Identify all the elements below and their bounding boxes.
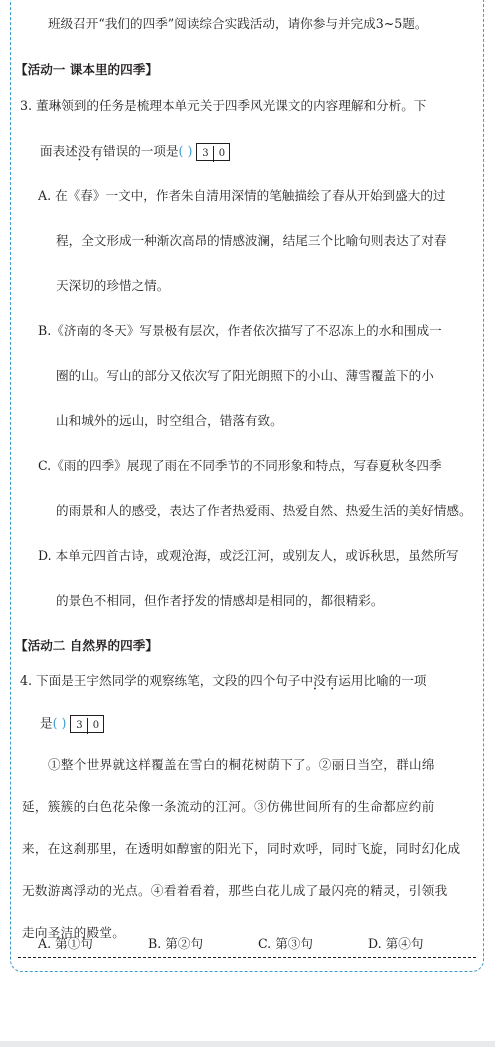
passage-line5: 走向圣洁的殿堂。 [22, 925, 126, 940]
q4-option-c[interactable]: C. 第③句 [258, 936, 313, 951]
score-box: 3 0 [196, 143, 230, 161]
passage-line4: 无数游离浮动的光点。④看着看着，那些白花儿成了最闪亮的精灵，引领我 [22, 883, 448, 898]
q3-option-a-line3: 天深切的珍惜之情。 [56, 278, 170, 293]
q3-stem-line1: 3. 董琳领到的任务是梳理本单元关于四季风光课文的内容理解和分析。下 [20, 98, 427, 113]
q4-option-b[interactable]: B. 第②句 [148, 936, 204, 951]
answer-blank[interactable]: ( ) [52, 715, 67, 731]
q3-option-a-line2: 程，全文形成一种渐次高昂的情感波澜，结尾三个比喻句则表达了对春 [56, 233, 447, 248]
emphasis-dots: 没有 • • [313, 673, 338, 689]
q3-option-b-line3: 山和城外的远山，时空组合，错落有致。 [56, 413, 283, 428]
activity1-heading: 【活动一 课本里的四季】 [15, 62, 158, 77]
page-footer-band [0, 1041, 495, 1047]
emphasis-dots: 没有 • • [78, 144, 103, 160]
answer-blank[interactable]: ( ) [178, 143, 193, 159]
passage-line3: 来，在这刹那里，在透明如醇蜜的阳光下，同时欢呼，同时飞旋，同时幻化成 [22, 841, 461, 856]
activity2-heading: 【活动二 自然界的四季】 [15, 638, 158, 653]
q3-option-d-line2: 的景色不相同，但作者抒发的情感却是相同的，都很精彩。 [56, 593, 384, 608]
q4-stem-line2: 是( ) 3 0 [40, 715, 104, 733]
q3-option-b-line2: 圈的山。写山的部分又依次写了阳光朗照下的小山、薄雪覆盖下的小 [56, 368, 434, 383]
q3-option-a-line1: A. 在《春》一文中，作者朱自清用深情的笔触描绘了春从开始到盛大的过 [38, 188, 446, 203]
q3-option-d-line1: D. 本单元四首古诗，或观沧海，或泛江河，或别友人，或诉秋思，虽然所写 [38, 548, 459, 563]
q4-stem-line1: 4. 下面是王宇然同学的观察练笔，文段的四个句子中没有 • •运用比喻的一项 [20, 673, 426, 689]
passage-line1: ①整个世界就这样覆盖在雪白的桐花树荫下了。②丽日当空，群山绵 [48, 757, 435, 772]
intro-text: 班级召开“我们的四季”阅读综合实践活动，请你参与并完成3~5题。 [48, 16, 428, 31]
q3-option-c-line2: 的雨景和人的感受，表达了作者热爱雨、热爱自然、热爱生活的美好情感。 [56, 503, 472, 518]
q3-option-b-line1: B.《济南的冬天》写景极有层次，作者依次描写了不忍冻上的水和围成一 [38, 323, 442, 338]
dashed-divider [18, 957, 476, 958]
passage-line2: 延，簇簇的白色花朵像一条流动的江河。③仿佛世间所有的生命都应约前 [22, 799, 435, 814]
q3-option-c-line1: C.《雨的四季》展现了雨在不同季节的不同形象和特点，写春夏秋冬四季 [38, 458, 442, 473]
q4-option-a[interactable]: A. 第①句 [38, 936, 93, 951]
score-box: 3 0 [70, 715, 104, 733]
q3-stem-line2: 面表述没有 • •错误的一项是( ) 3 0 [40, 143, 230, 161]
q4-option-d[interactable]: D. 第④句 [368, 936, 424, 951]
